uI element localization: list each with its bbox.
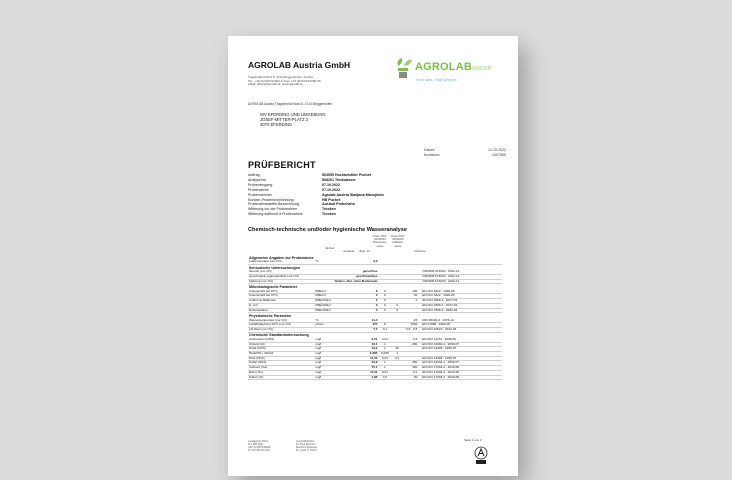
cell-indicator-value: 0,5: [403, 338, 418, 342]
cell-indicator-value: 200: [403, 342, 418, 347]
info-value: 563555 Hochbehälter Puchet: [322, 173, 371, 177]
column-headers: [248, 235, 502, 255]
info-row: [248, 212, 384, 217]
meta-row: Datum 12.10.2022: [424, 148, 506, 152]
cell-parameter: E. coli: [248, 303, 314, 308]
results-table: [248, 255, 502, 380]
footer-line: Dr. Carlo C. Peich: [296, 449, 317, 453]
cell-result: <0,01: [334, 356, 379, 361]
cell-method: EN ISO 9308-1 : 2017-01: [418, 299, 502, 304]
logo-text: AGROLAB: [415, 61, 473, 73]
cell-method: EN ISO 7899-2 : 2000-04: [418, 308, 502, 313]
cell-method: EN ISO 17294-2 : 2016-08: [418, 370, 502, 375]
cell-limit: 1: [379, 347, 392, 352]
cell-unit: mg/l: [314, 342, 333, 347]
cell-result: 457: [334, 323, 379, 328]
cell-indicator-value: 50: [403, 375, 418, 380]
cell-limit: 5: [379, 323, 392, 328]
cell-limit: 0,01: [379, 370, 392, 375]
cell-indicator-value: 250: [403, 361, 418, 366]
group-title: Allgemeine Angaben zur Probenahme: [249, 255, 314, 260]
company-address: [248, 76, 321, 87]
cell-limit: 0: [379, 303, 392, 308]
cell-method: EN 27888 : 1993-09: [418, 323, 502, 328]
info-key: Probennehmer: [248, 192, 272, 197]
cell-unit: °C: [314, 260, 333, 264]
recipient-line: 4070 EFERDING: [260, 122, 293, 127]
cell-result: 7,3: [334, 327, 379, 332]
recipient-address: [260, 112, 326, 127]
recipient-line: JOSEF-MITTER-PLATZ 2: [260, 117, 309, 122]
cell-method: EN ISO 6222 : 1999-05: [418, 290, 502, 294]
cell-result: 0,01: [334, 338, 379, 342]
cell-result: 0: [334, 308, 379, 313]
cell-unit: KBE/100ml: [314, 299, 333, 304]
footer-line: UID: ATU67545189: [248, 446, 271, 450]
cell-limit: 0,5: [379, 375, 392, 380]
cell-unit: mg/l: [314, 352, 333, 357]
cell-parameter: Färbung (vor Ort): [248, 279, 314, 284]
accreditation-seal-icon: [474, 446, 488, 466]
info-key: Witterung während d.Probenahme: [248, 212, 303, 217]
recipient-line: WV EFERDING UND UMGEBUNG: [260, 112, 326, 117]
cell-indicator-value: 20: [403, 294, 418, 299]
cell-method: EN ISO 17294-2 : 2016-08: [418, 366, 502, 371]
cell-indicator-value: 100: [403, 290, 418, 294]
info-value: Auslauf Probehahn: [322, 202, 355, 207]
cell-indicator-value: 25: [403, 319, 418, 323]
info-value: Trocken: [322, 207, 336, 212]
cell-result: 75,1: [334, 366, 379, 371]
cell-method: EN ISO 9308-1 : 2017-01: [418, 303, 502, 308]
report-title: PRÜFBERICHT: [248, 160, 316, 170]
cell-result: 8: [334, 290, 379, 294]
cell-parameter: Wassertemperatur (vor Ort): [248, 319, 314, 323]
cell-param-value: 50: [391, 347, 403, 352]
cell-result: 11,4: [334, 319, 379, 323]
info-value: 07.10.2022: [322, 187, 340, 192]
cell-unit: mg/l: [314, 356, 333, 361]
cell-parameter: Koloniezahl bei 22°C: [248, 290, 314, 294]
info-key: Analysennr.: [248, 177, 267, 182]
cell-unit: µS/cm: [314, 323, 333, 328]
info-value: Agrolab Austria Sladjana Manojlovic: [322, 192, 385, 197]
logo-tagline: Your labs. Your service.: [416, 77, 458, 82]
cell-parameter: Kalium (K): [248, 375, 314, 380]
cell-parameter: Leitfähigkeit bei 20°C (vor Ort): [248, 323, 314, 328]
cell-parameter: Geschmack organoleptisch (vor Ort): [248, 275, 314, 280]
info-key: Probenahme: [248, 187, 269, 192]
cell-method: EN ISO 11732 : 2005-02: [418, 338, 502, 342]
cell-limit: 0,025: [379, 352, 392, 357]
cell-method: ÖNORM M 6620 : 2012-12: [418, 270, 502, 274]
cell-parameter: Koloniezahl bei 37°C: [248, 294, 314, 299]
footer-line: Landgericht Wels: [248, 440, 268, 443]
group-title: Mikrobiologische Parameter: [249, 285, 298, 289]
cell-limit: 0,01: [379, 338, 392, 342]
col-unit: Einheit: [325, 246, 335, 250]
cell-param-value: 0: [391, 303, 403, 308]
cell-method: EN ISO 13395 : 1996-07: [418, 347, 502, 352]
info-value: Trocken: [322, 212, 336, 217]
cell-result: 19,2: [334, 347, 379, 352]
address-line: Tel.: +43 (0)7247/21000-0, Fax: +43 (0)7247/21000-50: [248, 78, 321, 83]
cell-unit: mg/l: [314, 361, 333, 366]
section-title: Chemisch-technische und/oder hygienische Wasseranalyse: [248, 227, 407, 233]
cell-method: EN ISO 10523 : 2012-02: [418, 327, 502, 332]
cell-parameter: Nitrat (NO3): [248, 347, 314, 352]
cell-result: 0,387: [334, 352, 379, 357]
cell-limit: 0,01: [379, 356, 392, 361]
cell-parameter: Nitrit (NO2): [248, 356, 314, 361]
footer-line: Geschäftsführer: [296, 440, 315, 443]
cell-method: EN ISO 10304-1 : 2009-07: [418, 361, 502, 366]
cell-parameter: Sulfat (SO4): [248, 361, 314, 366]
cell-parameter: Ammonium (NH4): [248, 338, 314, 342]
info-key: Witterung vor der Probenahme: [248, 207, 298, 212]
cell-unit: KBE/ml: [314, 294, 333, 299]
col-param-values: Parw TWV 304/2001 Parameter-werte: [373, 234, 387, 248]
cell-unit: mg/l: [314, 370, 333, 375]
meta-row: Kundennr. 1007590: [424, 153, 506, 157]
cell-result: 23,8: [334, 361, 379, 366]
cell-parameter: Nitrat/50 + Nitrit/3: [248, 352, 314, 357]
cell-result: geschmacklos: [334, 275, 379, 280]
address-line: eMail: office@agrolab.at, www.agrolab.at: [248, 82, 303, 87]
cell-parameter: Calcium (Ca): [248, 366, 314, 371]
cell-indicator-value: 0: [403, 299, 418, 304]
cell-param-value: [391, 375, 403, 380]
info-key: Kunden-Probenbezeichnung: [248, 197, 294, 202]
cell-limit: 0: [379, 299, 392, 304]
cell-indicator-value: 6,5 - 9,5: [403, 327, 418, 332]
cell-method: DIN 38404-4 : 1976-12: [418, 319, 502, 323]
cell-method: EN ISO 17294-2 : 2016-08: [418, 375, 502, 380]
cell-parameter: Eisen (Fe): [248, 370, 314, 375]
cell-parameter: Enterokokken: [248, 308, 314, 313]
report-page: [228, 36, 518, 476]
cell-parameter: pH-Wert (vor Ort): [248, 327, 314, 332]
col-result: Ergebnis: [343, 249, 355, 253]
group-title: Chemische Standarduntersuchung: [249, 333, 309, 338]
info-key: Probenahmestelle-Bezeichnung: [248, 202, 299, 207]
cell-result: geruchlos: [334, 270, 379, 274]
company-name: AGROLAB Austria GmbH: [248, 60, 351, 70]
logo-group: GROUP: [472, 66, 492, 72]
col-limit: Best.-Gr.: [359, 249, 371, 253]
cell-method: ÖNORM M 6620 : 2012-12: [418, 279, 502, 284]
cell-method: EN ISO 10304-1 : 2009-07: [418, 342, 502, 347]
cell-limit: 1: [379, 361, 392, 366]
cell-limit: 1: [379, 342, 392, 347]
cell-result: 0: [334, 303, 379, 308]
leaf-icon: [394, 56, 414, 80]
info-value: HB Puchet: [322, 197, 341, 202]
cell-unit: KBE/ml: [314, 290, 333, 294]
agrolab-logo: [394, 52, 498, 88]
cell-limit: 0: [379, 308, 392, 313]
cell-limit: 0: [379, 290, 392, 294]
address-line: Tragwerkhof Nord 8, 4714 Meggenhofen, Austria: [248, 75, 313, 79]
footer-right: [296, 440, 317, 452]
cell-limit: 0,1: [379, 327, 392, 332]
cell-parameter: Coliforme Bakterien: [248, 299, 314, 304]
cell-result: <0,01: [334, 370, 379, 375]
sender-line: AGROLAB Austria Tragwerkhof Nord 8, 4714 Meggenhofen: [248, 102, 333, 106]
cell-result: 3: [334, 294, 379, 299]
cell-parameter: Geruch (vor Ort): [248, 270, 314, 274]
cell-limit: 1: [379, 366, 392, 371]
cell-result: 9,0: [334, 260, 379, 264]
cell-unit: KBE/100ml: [314, 308, 333, 313]
footer-line: FN: 387.302r: [248, 443, 264, 447]
cell-parameter: Chlorid (Cl): [248, 342, 314, 347]
cell-unit: mg/l: [314, 338, 333, 342]
group-title: Sensorische Untersuchungen: [249, 265, 300, 270]
table-row: [248, 375, 502, 380]
cell-result: 1,95: [334, 375, 379, 380]
cell-unit: °C: [314, 319, 333, 323]
cell-parameter: Lufttemperatur (vor Ort): [248, 260, 314, 264]
cell-param-value: 0: [391, 308, 403, 313]
footer-line: FT (0)7316 83 303: [248, 449, 270, 453]
cell-unit: mg/l: [314, 347, 333, 352]
info-key: Probeneingang: [248, 182, 273, 187]
cell-indicator-value: 2500: [403, 323, 418, 328]
page-number: Seite 1 von 3: [464, 438, 482, 442]
cell-result: 16,1: [334, 342, 379, 347]
cell-param-value: 1: [391, 352, 403, 357]
cell-param-value: 0,1: [391, 356, 403, 361]
cell-indicator-value: 0,2: [403, 370, 418, 375]
cell-indicator-value: 400: [403, 366, 418, 371]
cell-unit: mg/l: [314, 375, 333, 380]
cell-result: farblos, klar, ohne Bodensatz: [334, 278, 378, 283]
report-meta: [424, 148, 506, 158]
footer-left: [248, 440, 270, 452]
info-value: 07.10.2022: [322, 182, 340, 187]
cell-result: 0: [334, 299, 379, 304]
cell-unit: KBE/100ml: [314, 303, 333, 308]
cell-unit: mg/l: [314, 366, 333, 371]
footer-line: Manfred Spitlinger: [296, 446, 318, 450]
footer-line: Dr. Paul Wimmer: [296, 443, 316, 447]
cell-limit: 0: [379, 294, 392, 299]
cell-method: ÖNORM M 6620 : 2012-12: [418, 275, 502, 280]
order-info: [248, 173, 384, 217]
cell-method: EN ISO 13395 : 1996-07: [418, 356, 502, 361]
info-key: Auftrag: [248, 173, 260, 177]
group-title: Physikalische Parameter: [249, 313, 292, 318]
info-value: 568261 Trinkwasser: [322, 177, 356, 182]
col-indicator-values: Parw TWV 304/2001 Indikator-werte: [391, 234, 405, 248]
col-method: Methode: [414, 249, 426, 253]
cell-method: EN ISO 6222 : 1999-05: [418, 294, 502, 299]
